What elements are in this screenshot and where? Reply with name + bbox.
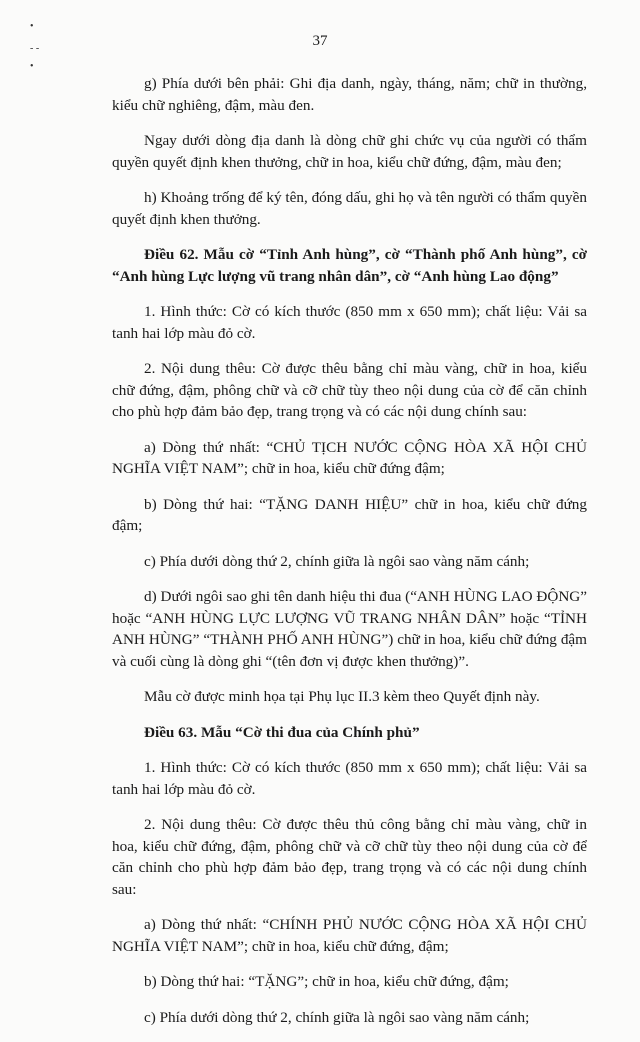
binder-mark: • [30,61,34,72]
paragraph: h) Khoảng trống để ký tên, đóng dấu, ghi họ và tên người có thẩm quyền quyết định khen thưởng. [112,189,587,228]
paragraph: c) Phía dưới dòng thứ 2, chính giữa là ngôi sao vàng năm cánh; [144,552,530,570]
paragraph: c) Phía dưới dòng thứ 2, chính giữa là ngôi sao vàng năm cánh; [144,1008,530,1026]
paragraph: g) Phía dưới bên phải: Ghi địa danh, ngày, tháng, năm; chữ in thường, kiểu chữ nghiêng, đậm, màu đen. [112,75,587,114]
binder-mark: • [30,21,34,32]
binder-mark: - - [30,43,40,54]
paragraph: a) Dòng thứ nhất: “CHỦ TỊCH NƯỚC CỘNG HÒA XÃ HỘI CHỦ NGHĨA VIỆT NAM”; chữ in hoa, kiểu chữ đứng đậm; [112,438,587,477]
article-heading: Điều 63. Mẫu “Cờ thi đua của Chính phủ” [144,723,420,741]
paragraph: 1. Hình thức: Cờ có kích thước (850 mm x 650 mm); chất liệu: Vải sa tanh hai lớp màu đỏ cờ. [112,759,587,798]
paragraph: a) Dòng thứ nhất: “CHÍNH PHỦ NƯỚC CỘNG HÒA XÃ HỘI CHỦ NGHĨA VIỆT NAM”; chữ in hoa, kiểu chữ đứng, đậm; [112,916,587,955]
paragraph: Ngay dưới dòng địa danh là dòng chữ ghi chức vụ của người có thẩm quyền quyết định khen thưởng, chữ in hoa, kiểu chữ đứng, đậm, màu đen; [112,132,587,171]
document-body [112,73,587,1042]
paragraph: Mẫu cờ được minh họa tại Phụ lục II.3 kèm theo Quyết định này. [144,688,540,705]
paragraph: 1. Hình thức: Cờ có kích thước (850 mm x 650 mm); chất liệu: Vải sa tanh hai lớp màu đỏ cờ. [112,303,587,342]
paragraph: d) Dưới ngôi sao ghi tên danh hiệu thi đua (“ANH HÙNG LAO ĐỘNG” hoặc “ANH HÙNG LỰC LƯỢNG VŨ TRANG NHÂN DÂN” hoặc “TỈNH ANH HÙNG” “THÀNH PHỐ ANH HÙNG”) chữ in hoa, kiểu chữ đứng đậm và cuối cùng là dòng ghi “(tên đơn vị được khen thưởng)”. [112,588,587,670]
paragraph: 2. Nội dung thêu: Cờ được thêu thủ công bằng chỉ màu vàng, chữ in hoa, kiểu chữ đứng, đậm, phông chữ và cỡ chữ tùy theo nội dung của cờ để căn chỉnh cho phù hợp đảm bảo đẹp, trang trọng và có các nội dung chính sau: [112,816,587,898]
paragraph: 2. Nội dung thêu: Cờ được thêu bằng chỉ màu vàng, chữ in hoa, kiểu chữ đứng, đậm, phông chữ và cỡ chữ tùy theo nội dung của cờ để căn chỉnh cho phù hợp đảm bảo đẹp, trang trọng và có các nội dung chính sau: [112,360,587,420]
article-heading: Điều 62. Mẫu cờ “Tỉnh Anh hùng”, cờ “Thành phố Anh hùng”, cờ “Anh hùng Lực lượng vũ trang nhân dân”, cờ “Anh hùng Lao động” [112,246,587,285]
page-number: 37 [312,33,328,49]
paragraph: b) Dòng thứ hai: “TẶNG”; chữ in hoa, kiểu chữ đứng, đậm; [144,973,509,990]
paragraph: b) Dòng thứ hai: “TẶNG DANH HIỆU” chữ in hoa, kiểu chữ đứng đậm; [112,495,587,534]
